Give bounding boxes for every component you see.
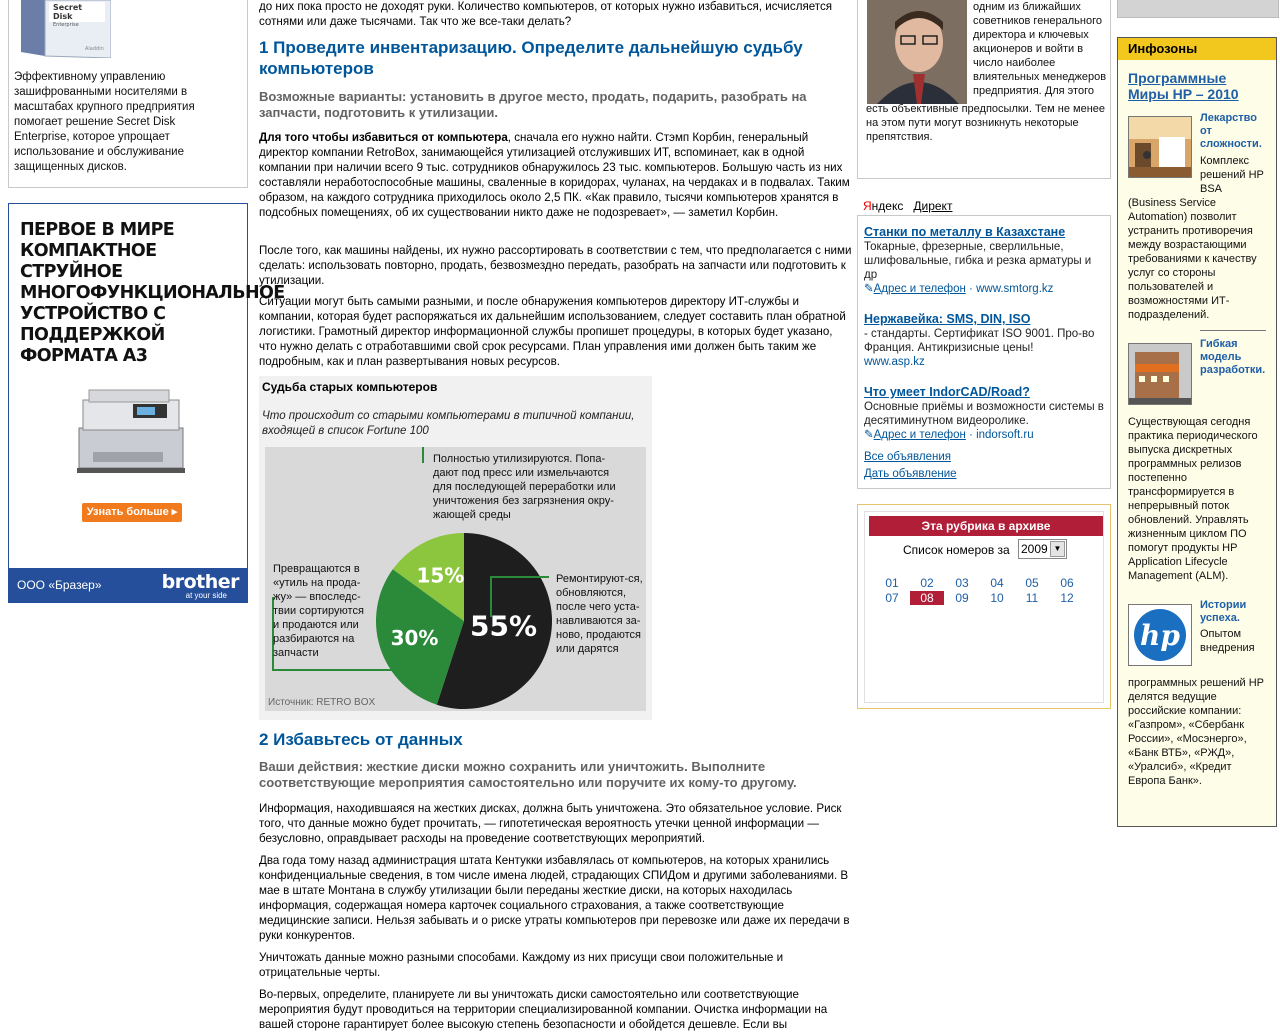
- item-3-text: программных решений HP делятся ведущие российские компании: «Газпром», «Сбербанк России», «Мосэнерго», «Банк ВТБ», «РЖД», «Уралсиб», «Кредит Европа Банк».: [1128, 677, 1264, 787]
- month-link-02[interactable]: 02: [920, 576, 934, 590]
- month-link-06[interactable]: 06: [1060, 576, 1074, 590]
- pen-icon: ✎: [864, 429, 874, 441]
- archive-widget: [857, 504, 1111, 709]
- section-1-paragraph-1: Для того чтобы избавиться от компьютера, сначала его нужно найти. Стэмп Корбин, генеральный директор компании RetroBox, занимающейся утилизацией отслуживших ИТ, вспоминает, как в одной компании при наличии всего 9 тыс. сотрудников обнаружилось 23 тыс. компьютеров. Большую часть из них составляли неработоспособные машины, сваленные в коридорах, чуланах, на чердаках и в подвалах. Таким образом, на каждого сотрудника приходилось около 2,5 ПК. «Как правило, тысячи компьютеров хранятся в подсобных помещениях, об их существовании никто даже не подозревает», — заметил Корбин.: [259, 131, 850, 219]
- top-gray-banner: [1117, 0, 1279, 18]
- direct-link[interactable]: Директ: [913, 199, 953, 213]
- month-link-11[interactable]: 11: [1025, 591, 1039, 605]
- item-1-text: (Business Service Automation) позволит устранить противоречия между возрастающими требованиями к качеству услуг со стороны пользователей и возможностями ИТ-подразделений.: [1128, 197, 1257, 321]
- pie-slice-30-label: 30%: [390, 626, 439, 651]
- yandex-direct-ads: [857, 215, 1111, 489]
- yandex-direct-header: [863, 199, 952, 213]
- ad-text: Основные приёмы и возможности системы в десятиминутном видеоролике.: [864, 401, 1104, 427]
- section-2-lead: Ваши действия: жесткие диски можно сохранить или уничтожить. Выполните соответствующие мероприятия самостоятельно или поручите их кому-то другому.: [259, 759, 797, 790]
- product-description: Эффективному управлению зашифрованными носителями в масштабах крупного предприятия помогает решение Secret Disk Enterprise, которое упрощает использование и обслуживание защищенных дисков.: [14, 71, 195, 173]
- ad-item: [864, 311, 1104, 370]
- expert-text-side: одним из ближайших советников генерального директора и ключевых акционеров и войти в число наиболее влиятельных менеджеров предприятия. Для этого: [973, 1, 1107, 97]
- ad-title[interactable]: Станки по металлу в Казахстане: [864, 225, 1066, 239]
- item-2-text: Существующая сегодня практика периодического выпуска дискретных программных релизов постепенно трансформируется в непрерывный поток обновлений. Управлять жизненным циклом ПО помогут продукты HP Application Lifecycle Management (ALM).: [1128, 416, 1258, 582]
- ad-title[interactable]: Что умеет IndorCAD/Road?: [864, 385, 1030, 399]
- ad-text: Токарные, фрезерные, сверлильные, шлифовальные, гибка и резка арматуры и др: [864, 241, 1092, 281]
- building-image[interactable]: [1128, 343, 1192, 405]
- place-ad-link[interactable]: Дать объявление: [864, 468, 957, 480]
- pie-chart-figure: [259, 376, 652, 720]
- ad-item: Станки по металлу в Казахстане Токарные, фрезерные, сверлильные, шлифовальные, гибка и резка арматуры и др ✎Адрес и телефон · www.smtorg.kz: [864, 224, 1104, 297]
- section-2-paragraph-4: Во-первых, определите, планируете ли вы уничтожать диски самостоятельно или соответствующие мероприятия будут проводиться на территории специализированной компании. Очистка информации на вашей стороне гарантирует более высокую степень безопасности и обойдется дешевле. Если вы: [259, 988, 828, 1031]
- month-link-01[interactable]: 01: [885, 576, 899, 590]
- item-1-text-side: Комплекс решений HP BSA: [1200, 155, 1264, 195]
- item-2-link[interactable]: Гибкая модель разработки.: [1200, 338, 1266, 376]
- exhibition-image[interactable]: [1128, 116, 1192, 178]
- infozones-header: Инфозоны: [1118, 38, 1276, 60]
- section-1-lead: Возможные варианты: установить в другое место, продать, подарить, разобрать на запчасти, подготовить к утилизации.: [259, 89, 807, 120]
- brother-banner[interactable]: [8, 203, 285, 603]
- month-link-05[interactable]: 05: [1025, 576, 1039, 590]
- banner-footer: [9, 568, 247, 602]
- ad-item: Что умеет IndorCAD/Road? Основные приёмы и возможности системы в десятиминутном видеоролике. ✎Адрес и телефон · indorsoft.ru: [864, 385, 1104, 441]
- month-link-08[interactable]: 08: [910, 591, 944, 605]
- note-15: Полностью утилизируются. Попа-дают под пресс или измельчаются для последующей переработки или уничтожения без загрязнения окру-жающей среды: [433, 453, 616, 521]
- pie-slice-55-label: 55%: [469, 609, 538, 643]
- item-1-link[interactable]: Лекарство от сложности.: [1200, 112, 1262, 150]
- svg-text:Aladdin: Aladdin: [85, 46, 104, 52]
- pen-icon: ✎: [864, 283, 874, 295]
- brother-tagline: at your side: [185, 591, 227, 600]
- section-1-paragraph-3: Ситуации могут быть самыми разными, и после обнаружения компьютеров директору ИТ-службы и компании, которая будет распоряжаться их дальнейшим использованием, следует составить план обратной логистики. Грамотный директор информационной службы пропишет процедуры, в которых будет указано, что нужно делать с отработавшими свой срок ресурсами. План управления ими должен быть таким же подробным, как и план развертывания новых ресурсов.: [259, 295, 846, 368]
- month-link-04[interactable]: 04: [990, 576, 1004, 590]
- ad-text: - стандарты. Сертификат ISO 9001. Про-во Франция. Антикризисные цены!: [864, 328, 1095, 354]
- ad-domain[interactable]: www.smtorg.kz: [976, 283, 1054, 295]
- chart-area: [265, 447, 646, 711]
- ad-contact-link[interactable]: Адрес и телефон: [873, 429, 966, 441]
- section-1-paragraph-2: После того, как машины найдены, их нужно рассортировать в соответствии с тем, что предполагается с ними сделать: использовать повторно, продать, безвозмездно передать, разобрать на запчасти или подготовить к утилизации.: [259, 244, 852, 287]
- year-select-value: 2009: [1021, 542, 1048, 556]
- section-2-heading: 2 Избавьтесь от данных: [259, 730, 463, 749]
- svg-text:Secret: Secret: [53, 3, 83, 12]
- chart-title: Судьба старых компьютеров: [262, 380, 438, 394]
- printer-image: [73, 382, 193, 477]
- chart-source: Источник: RETRO BOX: [268, 697, 376, 708]
- ad-domain[interactable]: indorsoft.ru: [976, 429, 1034, 441]
- brother-logo: brother: [161, 571, 239, 593]
- ad-title[interactable]: Нержавейка: SMS, DIN, ISO: [864, 312, 1031, 326]
- infozones-title-link[interactable]: Программные Миры HP – 2010: [1128, 70, 1239, 102]
- item-3-text-side: Опытом внедрения: [1200, 628, 1255, 654]
- divider: [1200, 330, 1266, 331]
- chevron-down-icon[interactable]: ▼: [1050, 541, 1065, 557]
- item-3-link[interactable]: Истории успеха.: [1200, 599, 1247, 624]
- expert-box: [857, 0, 1111, 179]
- yandex-logo[interactable]: Яндекс: [863, 199, 904, 213]
- product-promo-box: [8, 0, 248, 188]
- note-30: Превращаются в «утиль на прода-жу» — впоследс-твии сортируются и продаются или разбираются на запчасти: [273, 563, 364, 659]
- archive-year-label: Список номеров за: [903, 543, 1010, 557]
- banner-company: ООО «Бразер»: [17, 578, 102, 592]
- secret-disk-box-image[interactable]: [15, 0, 111, 58]
- month-link-07[interactable]: 07: [885, 591, 899, 605]
- banner-title: ПЕРВОЕ В МИРЕ КОМПАКТНОЕ СТРУЙНОЕ МНОГОФУНКЦИОНАЛЬНОЕ УСТРОЙСТВО С ПОДДЕРЖКОЙ ФОРМАТА А3: [20, 220, 285, 366]
- learn-more-button[interactable]: Узнать больше ▸: [82, 503, 182, 522]
- section-2-paragraph-3: Уничтожать данные можно разными способами. Каждому из них присущи свои положительные и отрицательные черты.: [259, 951, 784, 979]
- month-link-12[interactable]: 12: [1060, 591, 1074, 605]
- year-select[interactable]: [1018, 539, 1067, 559]
- hp-logo[interactable]: [1128, 604, 1192, 666]
- ad-domain[interactable]: www.asp.kz: [864, 356, 925, 368]
- section-1-heading: 1 Проведите инвентаризацию. Определите дальнейшую судьбу компьютеров: [259, 38, 803, 78]
- archive-title: Эта рубрика в архиве: [869, 516, 1103, 536]
- chart-subtitle: Что происходит со старыми компьютерами в типичной компании, входящей в список Fortune 100: [262, 410, 635, 437]
- section-2-paragraph-2: Два года тому назад администрация штата Кентукки избавлялась от компьютеров, на которых хранились конфиденциальные сведения, в том числе имена людей, страдающих СПИДом и другими заболеваниями. В мае в штате Монтана в службу утилизации были переданы жесткие диски, на которых находилась информация, содержащая номера карточек социального страхования, а также соответствующие медицинские записи. Нельзя забывать и о риске утраты компьютеров при перевозке или даже их передачи в руки конкурентов.: [259, 854, 850, 942]
- svg-text:Disk: Disk: [53, 12, 73, 21]
- expert-text-bottom: есть объективные предпосылки. Тем не менее на этом пути могут возникнуть некоторые препятствия.: [866, 103, 1106, 143]
- pie-slice-15-label: 15%: [416, 563, 465, 588]
- note-55: Ремонтируют-ся, обновляются, после чего уста-навливаются за-ново, продаются или дарятся: [556, 573, 643, 655]
- article-intro: до них пока просто не доходят руки. Количество компьютеров, от которых нужно избавиться, исчисляется сотнями или даже тысячами. Так что же все-таки делать?: [259, 0, 833, 28]
- all-ads-link[interactable]: Все объявления: [864, 451, 951, 463]
- svg-text:hp: hp: [1140, 619, 1180, 652]
- infozones-panel: [1117, 37, 1277, 827]
- expert-photo: [867, 0, 967, 104]
- month-link-09[interactable]: 09: [955, 591, 969, 605]
- svg-text:Enterprise: Enterprise: [53, 22, 79, 28]
- section-2-paragraph-1: Информация, находившаяся на жестких дисках, должна быть уничтожена. Это обязательное условие. Риск того, что данные можно будет прочитать, — гипотетическая вероятность утечки ценной информации — безусловно, оправдывает расходы на проведение соответствующих мероприятий.: [259, 802, 842, 845]
- ad-contact-link[interactable]: Адрес и телефон: [873, 283, 966, 295]
- month-link-10[interactable]: 10: [990, 591, 1004, 605]
- month-link-03[interactable]: 03: [955, 576, 969, 590]
